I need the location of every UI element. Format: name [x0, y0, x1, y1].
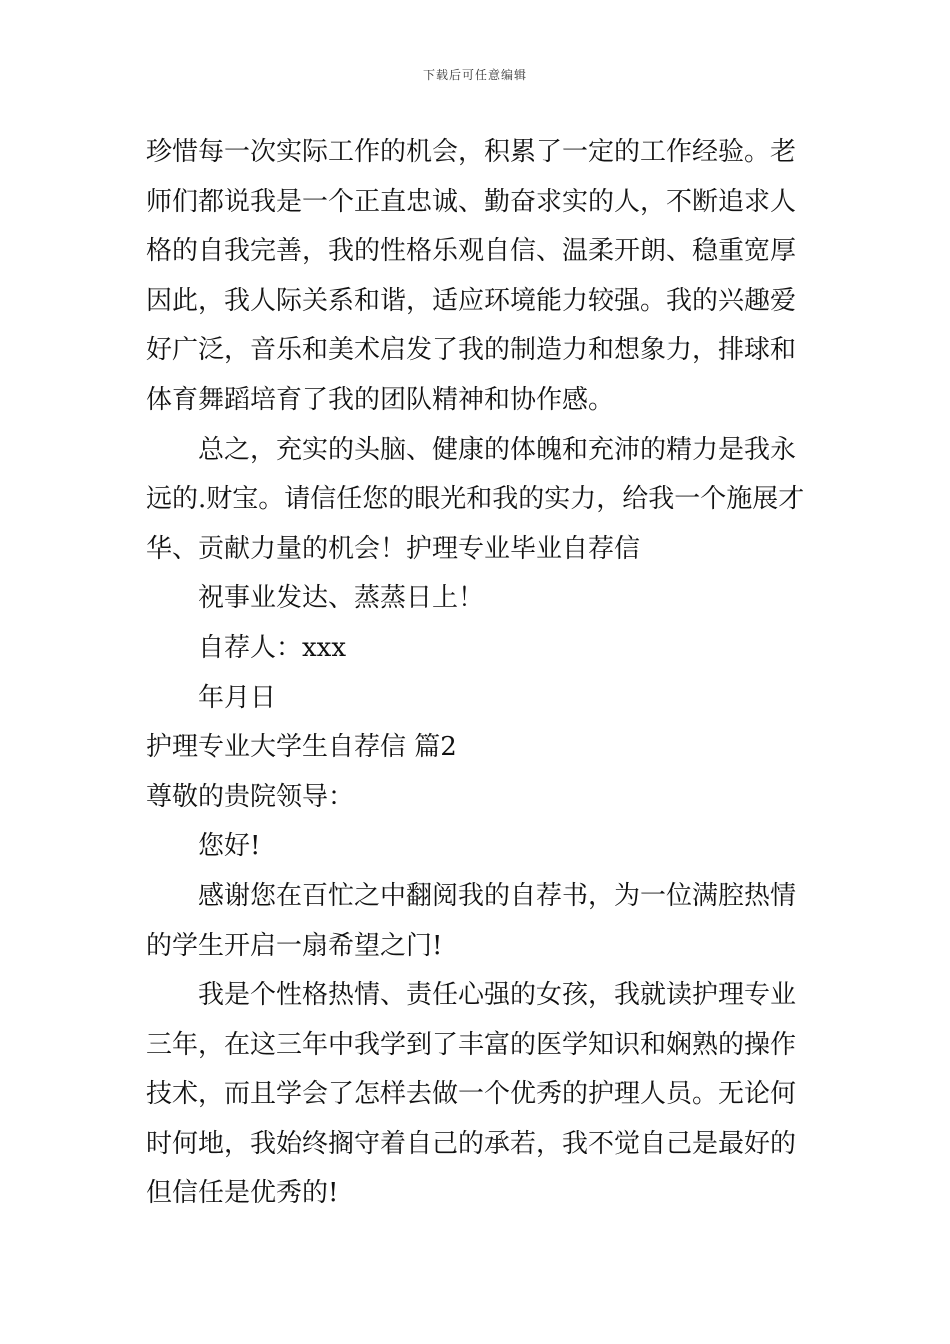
page-header-note: 下载后可任意编辑: [422, 68, 527, 82]
text-line: 好广泛，音乐和美术启发了我的制造力和想象力，排球和: [146, 335, 797, 366]
signature-line: 自荐人：xxx: [198, 632, 346, 663]
text-line: 三年，在这三年中我学到了丰富的医学知识和娴熟的操作: [146, 1029, 797, 1060]
text-line: 时何地，我始终搁守着自己的承若，我不觉自己是最好的: [146, 1128, 797, 1159]
text-line: 的学生开启一扇希望之门!: [146, 930, 443, 961]
text-line: 体育舞蹈培育了我的团队精神和协作感。: [146, 384, 615, 415]
text-line: 但信任是优秀的!: [146, 1178, 339, 1209]
paragraph-start-line: 我是个性格热情、责任心强的女孩，我就读护理专业: [198, 980, 797, 1011]
document-body: [146, 128, 808, 1219]
text-line: 华、贡献力量的机会！护理专业毕业自荐信: [146, 533, 641, 564]
text-line: 远的.财宝。请信任您的眼光和我的实力，给我一个施展才: [146, 484, 805, 515]
text-line: 因此，我人际关系和谐，适应环境能力较强。我的兴趣爱: [146, 285, 797, 316]
text-line: 格的自我完善，我的性格乐观自信、温柔开朗、稳重宽厚: [146, 236, 797, 267]
text-line: 珍惜每一次实际工作的机会，积累了一定的工作经验。老: [146, 137, 797, 167]
salutation: 尊敬的贵院领导：: [146, 781, 355, 812]
paragraph-start-line: 总之，充实的头脑、健康的体魄和充沛的精力是我永: [198, 434, 797, 465]
text-line: 师们都说我是一个正直忠诚、勤奋求实的人，不断追求人: [146, 186, 797, 217]
closing-wish: 祝事业发达、蒸蒸日上！: [198, 583, 485, 614]
section-title: 护理专业大学生自荐信 篇2: [146, 732, 457, 763]
text-line: 技术，而且学会了怎样去做一个优秀的护理人员。无论何: [146, 1079, 797, 1110]
paragraph-start-line: 感谢您在百忙之中翻阅我的自荐书，为一位满腔热情: [198, 880, 797, 911]
greeting: 您好!: [198, 831, 261, 862]
date-line: 年月日: [198, 682, 277, 713]
